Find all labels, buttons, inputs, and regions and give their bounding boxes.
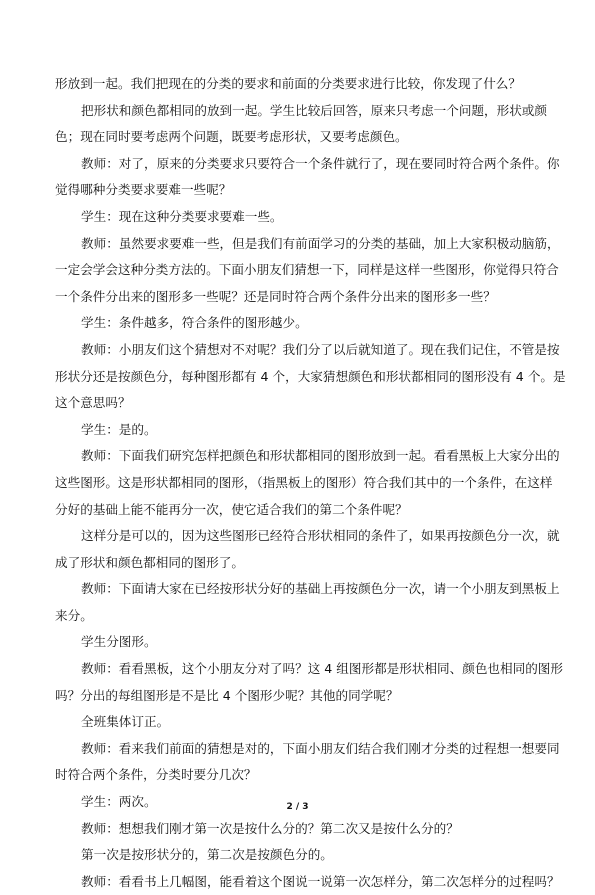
text-line: 来分。	[55, 607, 93, 623]
text-line: 教师：虽然要求要难一些，但是我们有前面学习的分类的基础，加上大家积极动脑筋，	[81, 235, 560, 251]
text-line: 学生：现在这种分类要求要难一些。	[81, 208, 283, 224]
text-line: 教师：下面我们研究怎样把颜色和形状都相同的图形放到一起。看看黑板上大家分出的	[81, 448, 560, 464]
text-line: 教师：下面请大家在已经按形状分好的基础上再按颜色分一次，请一个小朋友到黑板上	[81, 581, 560, 597]
text-line: 教师：看看黑板，这个小朋友分对了吗？这 4 组图形都是形状相同、颜色也相同的图形	[81, 661, 563, 677]
text-line: 一个条件分出来的图形多一些呢？还是同时符合两个条件分出来的图形多一些？	[55, 288, 496, 304]
text-line: 教师：小朋友们这个猜想对不对呢？我们分了以后就知道了。现在我们记住，不管是按	[81, 341, 560, 357]
text-line: 这个意思吗？	[55, 395, 131, 411]
text-line: 形状分还是按颜色分，每种图形都有 4 个，大家猜想颜色和形状都相同的图形没有 4 个。是	[55, 368, 566, 384]
lesson-transcript	[55, 71, 566, 895]
text-line: 教师：看来我们前面的猜想是对的，下面小朋友们结合我们刚才分类的过程想一想要同	[81, 740, 560, 756]
text-line: 教师：对了，原来的分类要求只要符合一个条件就行了，现在要同时符合两个条件。你	[81, 155, 560, 171]
text-line: 学生：条件越多，符合条件的图形越少。	[81, 315, 308, 331]
text-line: 这样分是可以的，因为这些图形已经符合形状相同的条件了，如果再按颜色分一次，就	[81, 528, 560, 544]
text-line: 这些图形。这是形状都相同的图形，（指黑板上的图形）符合我们其中的一个条件，在这样	[55, 474, 553, 490]
text-line: 成了形状和颜色都相同的图形了。	[55, 554, 244, 570]
text-line: 形放到一起。我们把现在的分类的要求和前面的分类要求进行比较，你发现了什么？	[55, 76, 521, 91]
text-line: 色；现在同时要考虑两个问题，既要考虑形状，又要考虑颜色。	[55, 129, 408, 145]
text-line: 教师：想想我们刚才第一次是按什么分的？第二次又是按什么分的？	[81, 820, 459, 836]
text-line: 学生：是的。	[81, 421, 157, 437]
text-line: 学生：两次。	[81, 794, 157, 810]
text-line: 时符合两个条件，分类时要分几次？	[55, 767, 257, 783]
text-line: 全班集体订正。	[81, 714, 170, 730]
text-line: 觉得哪种分类要求要难一些呢？	[55, 182, 232, 198]
text-line: 吗？分出的每组图形是不是比 4 个图形少呢？其他的同学呢？	[55, 687, 399, 703]
text-line: 学生分图形。	[81, 634, 157, 650]
text-line: 一定会学会这种分类方法的。下面小朋友们猜想一下，同样是这样一些图形，你觉得只符合	[55, 262, 559, 278]
text-line: 第一次是按形状分的，第二次是按颜色分的。	[81, 847, 333, 863]
text-line: 分好的基础上能不能再分一次，使它适合我们的第二个条件呢？	[55, 501, 408, 517]
text-line: 教师：看看书上几幅图，能看着这个图说一说第一次怎样分，第二次怎样分的过程吗？	[81, 873, 560, 889]
page-number: 2 / 3	[286, 802, 309, 812]
text-line: 把形状和颜色都相同的放到一起。学生比较后回答，原来只考虑一个问题，形状或颜	[81, 102, 547, 118]
